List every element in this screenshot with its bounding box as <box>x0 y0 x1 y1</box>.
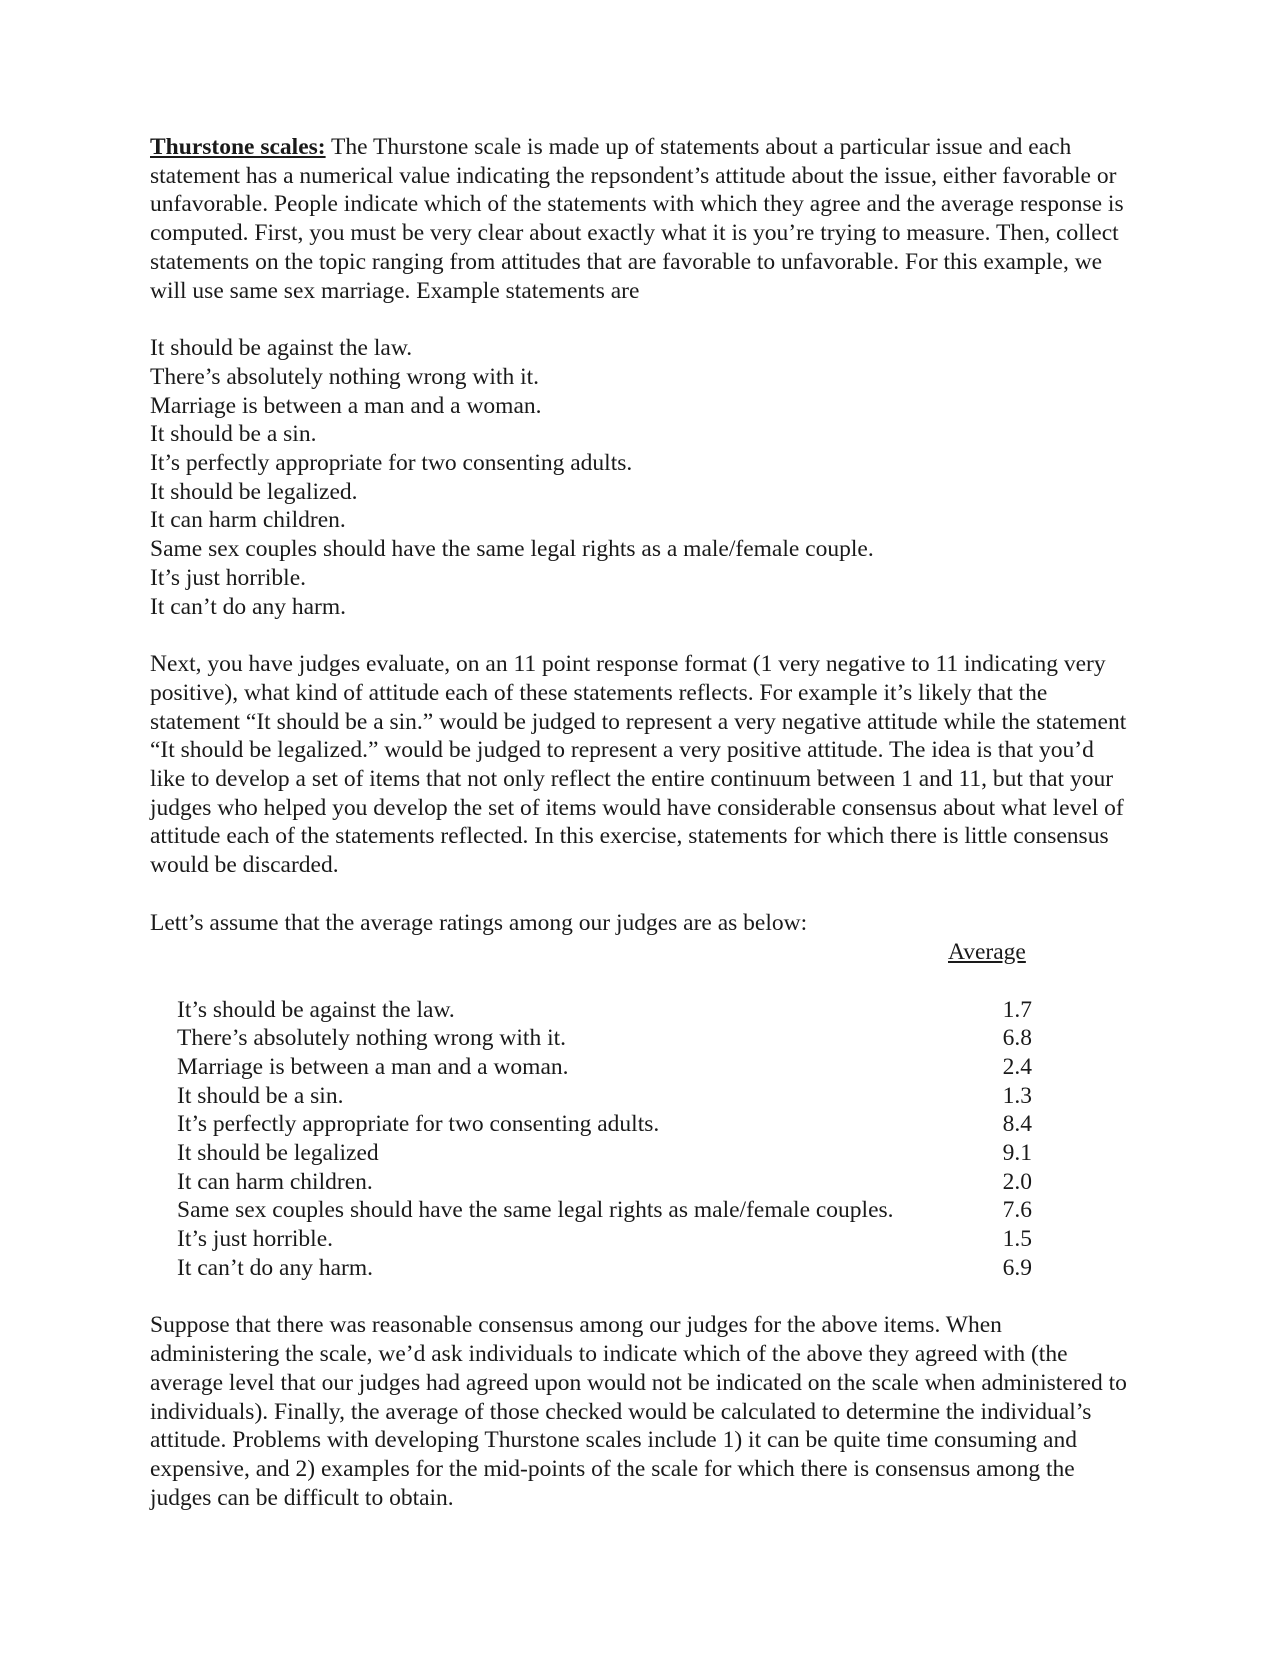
table-row <box>150 1254 1130 1283</box>
example-statement-list <box>150 334 1130 621</box>
judges-paragraph: Next, you have judges evaluate, on an 11 point response format (1 very negative to 11 indicating very positive), what kind of attitude each of these statements reflects. For example it’s likely that the statement “It should be a sin.” would be judged to represent a very negative attitude while the statement “It should be legalized.” would be judged to represent a very positive attitude. The idea is that you’d like to develop a set of items that not only reflect the entire continuum between 1 and 11, but that your judges who helped you develop the set of items would have considerable consensus about what level of attitude each of the statements reflected. In this exercise, statements for which there is little consensus would be discarded. <box>150 651 1127 879</box>
list-item: Same sex couples should have the same legal rights as a male/female couple. <box>150 536 874 563</box>
rating-statement: It’s perfectly appropriate for two consenting adults. <box>177 1111 660 1138</box>
rating-average: 7.6 <box>1002 1197 1032 1224</box>
rating-average: 1.3 <box>1002 1082 1032 1109</box>
spacer <box>150 621 1130 650</box>
table-row <box>150 1225 1130 1254</box>
rating-statement: Marriage is between a man and a woman. <box>177 1053 569 1080</box>
rating-average: 9.1 <box>1002 1140 1032 1167</box>
table-row <box>150 1139 1130 1168</box>
ratings-table <box>150 996 1130 1283</box>
rating-average: 1.5 <box>1002 1226 1032 1253</box>
closing-paragraph: Suppose that there was reasonable consensus among our judges for the above items. When administering the scale, we’d ask individuals to indicate which of the above they agreed with (the average level that our judges had agreed upon would not be indicated on the scale when administered to individuals). Finally, the average of those checked would be calculated to determine the individual’s attitude. Problems with developing Thurstone scales include 1) it can be quite time consuming and expensive, and 2) examples for the mid-points of the scale for which there is consensus among the judges can be difficult to obtain. <box>150 1312 1127 1511</box>
section-term: Thurstone scales: <box>150 134 326 160</box>
ratings-intro: Lett’s assume that the average ratings among our judges are as below: <box>150 909 808 936</box>
table-row <box>150 1053 1130 1082</box>
average-header-row <box>150 938 1130 967</box>
list-item: It’s perfectly appropriate for two consenting adults. <box>150 450 633 477</box>
rating-statement: It should be a sin. <box>177 1082 344 1109</box>
spacer <box>150 305 1130 334</box>
table-row <box>150 1168 1130 1197</box>
table-row <box>150 1110 1130 1139</box>
rating-statement: It can’t do any harm. <box>177 1254 373 1281</box>
rating-statement: It should be legalized <box>177 1140 379 1167</box>
rating-statement: Same sex couples should have the same legal rights as male/female couples. <box>177 1197 894 1224</box>
table-row <box>150 1024 1130 1053</box>
rating-average: 6.8 <box>1002 1025 1032 1052</box>
intro-paragraph <box>150 133 1130 305</box>
rating-average: 6.9 <box>1002 1254 1032 1281</box>
list-item: It can harm children. <box>150 507 346 534</box>
rating-average: 2.4 <box>1002 1053 1032 1080</box>
average-column-header: Average <box>948 938 1026 965</box>
table-row <box>150 1196 1130 1225</box>
spacer <box>150 880 1130 909</box>
rating-statement: It’s just horrible. <box>177 1226 333 1253</box>
list-item: It should be legalized. <box>150 478 358 505</box>
list-item: There’s absolutely nothing wrong with it. <box>150 363 540 390</box>
list-item: It’s just horrible. <box>150 564 306 591</box>
rating-statement: It can harm children. <box>177 1168 373 1195</box>
document-page <box>150 133 1130 1512</box>
rating-average: 1.7 <box>1002 996 1032 1023</box>
rating-statement: There’s absolutely nothing wrong with it. <box>177 1025 567 1052</box>
list-item: It should be against the law. <box>150 335 413 362</box>
list-item: It should be a sin. <box>150 421 317 448</box>
table-row <box>150 996 1130 1025</box>
spacer <box>150 1282 1130 1311</box>
rating-statement: It’s should be against the law. <box>177 996 455 1023</box>
intro-text: The Thurstone scale is made up of statements about a particular issue and each statement has a numerical value indicating the repsondent’s attitude about the issue, either favorable or unfavorable. People indicate which of the statements with which they agree and the average response is computed. First, you must be very clear about exactly what it is you’re trying to measure. Then, collect statements on the topic ranging from attitudes that are favorable to unfavorable. For this example, we will use same sex marriage. Example statements are <box>150 134 1124 304</box>
list-item: Marriage is between a man and a woman. <box>150 392 542 419</box>
spacer <box>150 967 1130 996</box>
list-item: It can’t do any harm. <box>150 593 346 620</box>
table-row <box>150 1082 1130 1111</box>
rating-average: 2.0 <box>1002 1168 1032 1195</box>
rating-average: 8.4 <box>1002 1111 1032 1138</box>
